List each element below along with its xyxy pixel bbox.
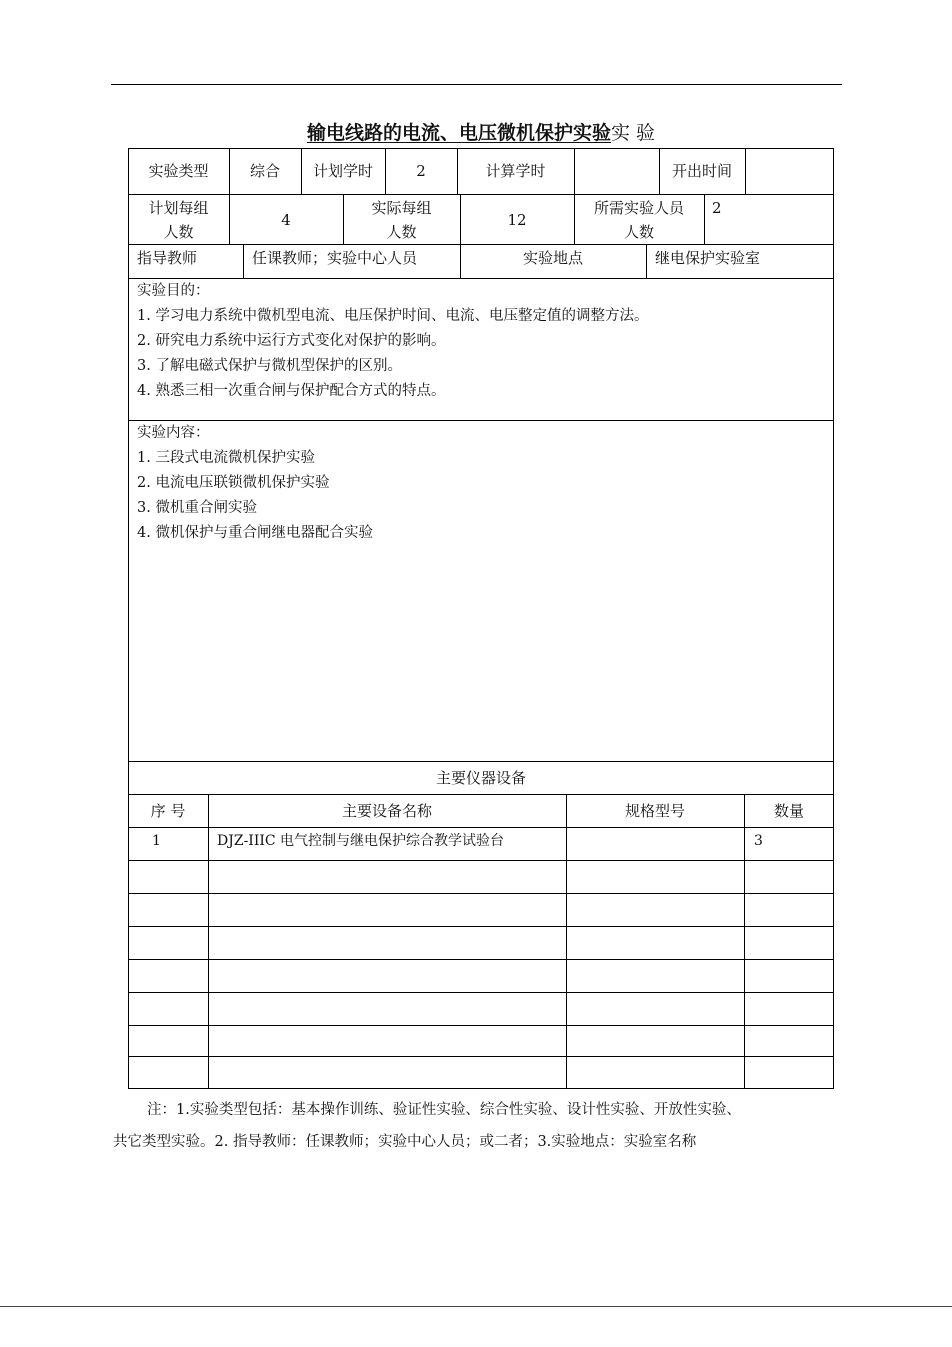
location-label: 实验地点 [522, 249, 583, 267]
plan-hours-value: 2 [416, 162, 426, 180]
experiment-form-table [128, 148, 834, 1089]
staff-label-line2: 人数 [623, 223, 654, 241]
equipment-row-name: DJZ-IIIC 电气控制与继电保护综合教学试验台 [217, 833, 505, 849]
purpose-item: 4. 熟悉三相一次重合闸与保护配合方式的特点。 [137, 383, 446, 399]
content-item: 3. 微机重合闸实验 [137, 500, 257, 516]
purpose-item: 1. 学习电力系统中微机型电流、电压保护时间、电流、电压整定值的调整方法。 [137, 308, 649, 324]
equipment-header-name: 主要设备名称 [341, 802, 432, 820]
plan-group-label-line2: 人数 [163, 223, 194, 241]
plan-group-label-line1: 计划每组 [148, 199, 209, 217]
title-suffix: 实 验 [610, 122, 656, 144]
staff-label-line1: 所需实验人员 [593, 199, 684, 217]
content-item: 1. 三段式电流微机保护实验 [137, 450, 315, 466]
calc-hours-label: 计算学时 [485, 162, 546, 180]
staff-value: 2 [712, 199, 722, 217]
type-label: 实验类型 [148, 162, 209, 180]
actual-group-value: 12 [507, 211, 527, 229]
footer-rule [0, 1306, 952, 1307]
teacher-label: 指导教师 [137, 249, 198, 267]
footnote-line1: 注：1.实验类型包括：基本操作训练、验证性实验、综合性实验、设计性实验、开放性实验、 [147, 1102, 741, 1118]
document-title [128, 119, 834, 147]
purpose-item: 2. 研究电力系统中运行方式变化对保护的影响。 [137, 333, 446, 349]
footnote-line2: 共它类型实验。2. 指导教师：任课教师；实验中心人员；或二者；3.实验地点：实验室名称 [113, 1134, 697, 1150]
purpose-heading: 实验目的： [137, 283, 210, 299]
equipment-header-qty: 数量 [773, 802, 804, 820]
teacher-value: 任课教师；实验中心人员 [252, 249, 418, 267]
content-item: 4. 微机保护与重合闸继电器配合实验 [137, 525, 373, 541]
content-section [137, 421, 373, 546]
equipment-header-model: 规格型号 [624, 802, 685, 820]
actual-group-label-line1: 实际每组 [371, 199, 432, 217]
purpose-section [137, 279, 648, 404]
type-value: 综合 [249, 162, 280, 180]
equipment-row-no: 1 [152, 833, 161, 849]
plan-group-value: 4 [281, 211, 291, 229]
start-time-label: 开出时间 [671, 162, 732, 180]
content-item: 2. 电流电压联锁微机保护实验 [137, 475, 330, 491]
content-heading: 实验内容： [137, 425, 210, 441]
actual-group-label-line2: 人数 [386, 223, 417, 241]
purpose-item: 3. 了解电磁式保护与微机型保护的区别。 [137, 358, 402, 374]
location-value: 继电保护实验室 [655, 249, 761, 267]
equipment-header-no: 序 号 [150, 802, 186, 820]
title-main: 输电线路的电流、电压微机保护实验 [306, 122, 611, 144]
equipment-heading: 主要仪器设备 [435, 769, 526, 787]
plan-hours-label: 计划学时 [312, 162, 373, 180]
header-rule [111, 84, 842, 85]
equipment-row-qty: 3 [754, 833, 763, 849]
